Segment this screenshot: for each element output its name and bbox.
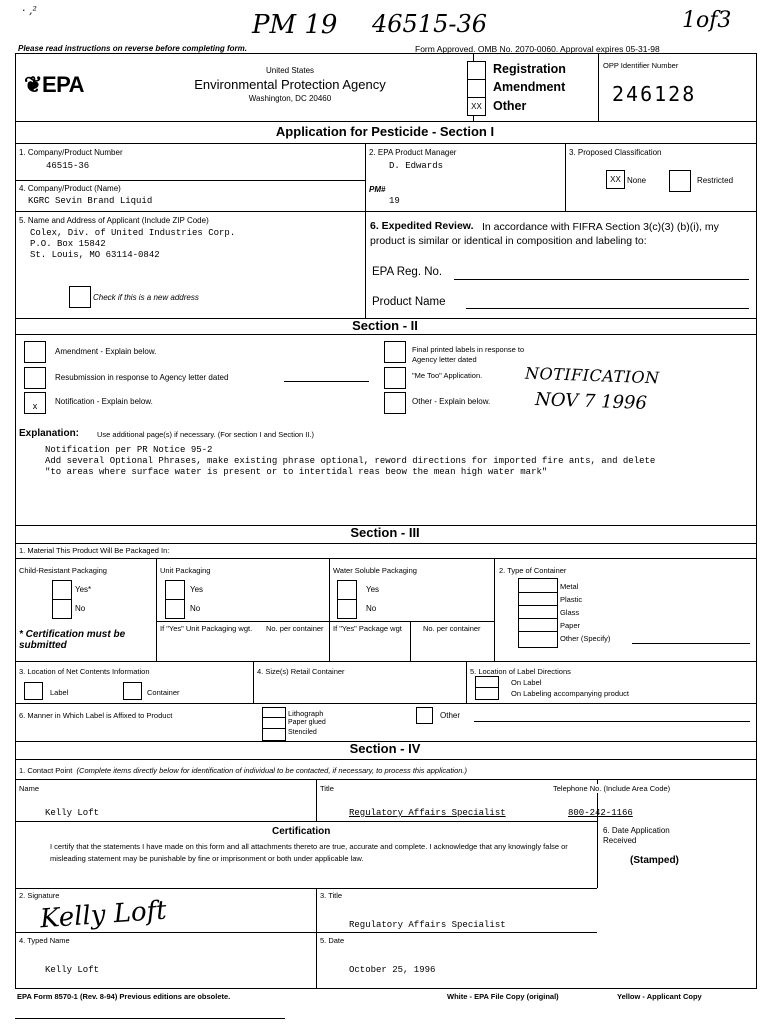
container-other: Other (Specify) bbox=[560, 634, 611, 643]
opp-identifier-label: OPP Identifier Number bbox=[603, 61, 679, 70]
container-metal: Metal bbox=[560, 582, 579, 591]
label-affixed-label: 6. Manner in Which Label is Affixed to Product bbox=[19, 711, 173, 720]
applicant-line-3: St. Louis, MO 63114-0842 bbox=[30, 250, 160, 260]
directions-on-labeling: On Labeling accompanying product bbox=[511, 689, 629, 698]
white-copy-note: White - EPA File Copy (original) bbox=[447, 992, 559, 1001]
telephone-label: Telephone No. (Include Area Code) bbox=[553, 784, 671, 793]
pm-number-label: PM# bbox=[369, 185, 386, 194]
expedited-review-text: In accordance with FIFRA Section 3(c)(3) (b)(i), my product is similar or identical in composition and labeling to: bbox=[370, 221, 719, 247]
explanation-line-1: Notification per PR Notice 95-2 bbox=[45, 445, 213, 455]
company-product-name-label: 4. Company/Product (Name) bbox=[19, 184, 121, 193]
child-resistant-no-checkbox[interactable] bbox=[52, 599, 72, 619]
registration-checkbox[interactable] bbox=[467, 61, 486, 80]
explanation-hint: Use additional page(s) if necessary. (For section I and Section II.) bbox=[97, 430, 315, 439]
typed-name-label: 4. Typed Name bbox=[19, 936, 70, 945]
certification-text: I certify that the statements I have made on this form and all attachments thereto are true, accurate and complete. I acknowledge that any knowingly false or misleading statement may be punishable by fine or imprisonment or both under applicable law. bbox=[50, 842, 568, 863]
contact-title: Regulatory Affairs Specialist bbox=[349, 808, 506, 818]
water-soluble-yes-label: Yes bbox=[366, 585, 380, 594]
lithograph-label: Lithograph bbox=[288, 709, 324, 718]
affixed-other-label: Other bbox=[440, 711, 461, 720]
pm-number: 19 bbox=[389, 196, 400, 206]
pm-handwritten: PM 19 bbox=[252, 10, 338, 40]
affixed-other-checkbox[interactable] bbox=[416, 707, 433, 724]
contact-title-label: Title bbox=[320, 784, 334, 793]
section-2-title: Section - II bbox=[352, 318, 418, 333]
classification-restricted-checkbox[interactable] bbox=[669, 170, 691, 192]
resubmission-date-field[interactable] bbox=[284, 381, 369, 382]
amendment-explain-label: Amendment - Explain below. bbox=[55, 347, 157, 356]
child-resistant-no-label: No bbox=[75, 604, 86, 613]
child-resistant-yes-checkbox[interactable] bbox=[52, 580, 72, 600]
section-4-title: Section - IV bbox=[349, 741, 421, 756]
container-type-label: 2. Type of Container bbox=[499, 566, 567, 575]
child-resistant-yes-label: Yes* bbox=[75, 585, 92, 594]
unit-packaging-no-label: No bbox=[190, 604, 201, 613]
unit-packaging-weight-label: If "Yes" Unit Packaging wgt. bbox=[160, 624, 253, 633]
contact-name-label: Name bbox=[19, 784, 40, 793]
notification-label: Notification - Explain below. bbox=[55, 397, 153, 406]
opp-identifier-number: 246128 bbox=[612, 82, 697, 106]
metoo-checkbox[interactable] bbox=[384, 367, 406, 389]
signer-title: Regulatory Affairs Specialist bbox=[349, 920, 506, 930]
expedited-review-title: 6. Expedited Review. bbox=[370, 220, 474, 232]
product-name-label: Product Name bbox=[372, 296, 446, 308]
form-identifier: EPA Form 8570-1 (Rev. 8-94) Previous editions are obsolete. bbox=[17, 992, 231, 1001]
agency-line1: United States bbox=[265, 66, 315, 75]
water-soluble-weight-label: If "Yes" Package wgt bbox=[333, 624, 402, 633]
contact-point-hint: (Complete items directly below for identification of individual to be contacted, if necessary, to process this application.) bbox=[76, 766, 468, 775]
page-mark: 1of3 bbox=[682, 8, 732, 33]
paper-glued-label: Paper glued bbox=[288, 719, 326, 726]
contact-point-label: 1. Contact Point (Complete items directly below for identification of individual to be contacted, if necessary, to process this application.) bbox=[19, 766, 468, 775]
omb-approval: Form Approved. OMB No. 2070-0060. Approval expires 05-31-98 bbox=[415, 44, 660, 54]
product-name-field[interactable] bbox=[466, 308, 749, 309]
unit-packaging-yes-label: Yes bbox=[190, 585, 204, 594]
material-label: 1. Material This Product Will Be Packaged In: bbox=[19, 546, 170, 555]
metoo-label: "Me Too" Application. bbox=[412, 371, 483, 380]
resubmission-label: Resubmission in response to Agency letter dated bbox=[55, 373, 229, 382]
certification-title: Certification bbox=[272, 826, 331, 837]
container-glass: Glass bbox=[560, 608, 580, 617]
agency-address: Washington, DC 20460 bbox=[248, 94, 332, 103]
epa-logo-icon: ❦ bbox=[24, 72, 42, 97]
date-received-label: 6. Date Application Received bbox=[603, 826, 670, 845]
net-contents-label-checkbox[interactable] bbox=[24, 682, 43, 700]
explanation-line-3: "to areas where surface water is present or to intertidal reas beow the mean high water mark" bbox=[45, 467, 548, 477]
container-plastic: Plastic bbox=[560, 595, 583, 604]
net-contents-container-checkbox[interactable] bbox=[123, 682, 142, 700]
affixed-other-field[interactable] bbox=[474, 721, 750, 722]
amendment-explain-checkbox[interactable] bbox=[24, 341, 46, 363]
applicant-line-1: Colex, Div. of United Industries Corp. bbox=[30, 228, 236, 238]
company-product-number-label: 1. Company/Product Number bbox=[19, 148, 123, 157]
classification-restricted-label: Restricted bbox=[697, 176, 734, 185]
net-contents-label-option: Label bbox=[50, 688, 69, 697]
label-affixed-checkbox[interactable] bbox=[262, 707, 286, 741]
instructions-note: Please read instructions on reverse before completing form. bbox=[18, 44, 247, 53]
yellow-copy-note: Yellow - Applicant Copy bbox=[617, 992, 702, 1001]
typed-name: Kelly Loft bbox=[45, 965, 100, 975]
proposed-classification-label: 3. Proposed Classification bbox=[569, 148, 662, 157]
section-1-title: Application for Pesticide - Section I bbox=[275, 124, 495, 139]
contact-name: Kelly Loft bbox=[45, 808, 100, 818]
epa-reg-no-label: EPA Reg. No. bbox=[372, 266, 443, 278]
classification-none-checkbox[interactable]: XX bbox=[606, 170, 625, 189]
container-other-field[interactable] bbox=[632, 643, 750, 644]
unit-packaging-yes-checkbox[interactable] bbox=[165, 580, 185, 600]
signature-date: October 25, 1996 bbox=[349, 965, 436, 975]
label-directions-label: 5. Location of Label Directions bbox=[470, 667, 571, 676]
retail-container-sizes-label: 4. Size(s) Retail Container bbox=[257, 667, 345, 676]
notification-checkbox[interactable]: x bbox=[24, 392, 46, 414]
water-soluble-no-label: No bbox=[366, 604, 377, 613]
new-address-label: Check if this is a new address bbox=[93, 293, 199, 302]
stenciled-label: Stenciled bbox=[288, 729, 317, 736]
child-resistant-label: Child-Resistant Packaging bbox=[19, 566, 107, 575]
telephone-number: 800-242-1166 bbox=[568, 808, 633, 818]
stamped-note: (Stamped) bbox=[630, 855, 679, 866]
title-label: 3. Title bbox=[320, 891, 343, 900]
epa-logo: ❦EPA bbox=[24, 72, 85, 97]
unit-packaging-no-checkbox[interactable] bbox=[165, 599, 185, 619]
resubmission-checkbox[interactable] bbox=[24, 367, 46, 389]
epa-reg-no-field[interactable] bbox=[454, 279, 749, 280]
net-contents-container-option: Container bbox=[147, 688, 180, 697]
applicant-line-2: P.O. Box 15842 bbox=[30, 239, 106, 249]
other-explain-checkbox[interactable] bbox=[384, 392, 406, 414]
company-product-name: KGRC Sevin Brand Liquid bbox=[28, 196, 153, 206]
other-explain-label: Other - Explain below. bbox=[412, 397, 491, 406]
certification-must-note: * Certification must be submitted bbox=[19, 629, 126, 651]
net-contents-label: 3. Location of Net Contents Information bbox=[19, 667, 150, 676]
registration-label: Registration bbox=[493, 62, 566, 76]
unit-packaging-count-label: No. per container bbox=[266, 624, 324, 633]
section-3-title: Section - III bbox=[350, 525, 420, 540]
corner-marks: · ,² bbox=[22, 4, 37, 17]
explanation-label: Explanation: bbox=[19, 428, 80, 439]
notification-stamp: NOTIFICATION bbox=[524, 363, 660, 388]
final-labels-checkbox[interactable] bbox=[384, 341, 406, 363]
notification-date-stamp: NOV 7 1996 bbox=[534, 389, 648, 414]
file-number-handwritten: 46515-36 bbox=[372, 10, 487, 38]
container-paper: Paper bbox=[560, 621, 581, 630]
classification-none-label: None bbox=[627, 176, 647, 185]
new-address-checkbox[interactable] bbox=[69, 286, 91, 308]
other-checkbox[interactable]: XX bbox=[467, 97, 486, 116]
water-soluble-no-checkbox[interactable] bbox=[337, 599, 357, 619]
other-label: Other bbox=[493, 99, 527, 113]
water-soluble-yes-checkbox[interactable] bbox=[337, 580, 357, 600]
water-soluble-count-label: No. per container bbox=[423, 624, 481, 633]
agency-name: Environmental Protection Agency bbox=[194, 77, 386, 92]
signature-label: 2. Signature bbox=[19, 891, 60, 900]
final-labels-label-2: Agency letter dated bbox=[412, 355, 477, 364]
directions-on-label: On Label bbox=[511, 678, 542, 687]
date-label: 5. Date bbox=[320, 936, 345, 945]
water-soluble-label: Water Soluble Packaging bbox=[333, 566, 417, 575]
explanation-line-2: Add several Optional Phrases, make existing phrase optional, reword directions for imported fire ants, and delete bbox=[45, 456, 656, 466]
unit-packaging-label: Unit Packaging bbox=[160, 566, 211, 575]
company-product-number: 46515-36 bbox=[46, 161, 90, 171]
amendment-checkbox[interactable] bbox=[467, 79, 486, 98]
product-manager-label: 2. EPA Product Manager bbox=[369, 148, 457, 157]
product-manager: D. Edwards bbox=[389, 161, 444, 171]
container-type-checkbox-column[interactable] bbox=[518, 578, 558, 648]
signature: Kelly Loft bbox=[39, 895, 168, 935]
label-directions-checkbox[interactable] bbox=[475, 676, 499, 700]
applicant-label: 5. Name and Address of Applicant (Include ZIP Code) bbox=[19, 216, 209, 225]
final-labels-label-1: Final printed labels in response to bbox=[412, 345, 525, 354]
amendment-label: Amendment bbox=[493, 80, 566, 94]
